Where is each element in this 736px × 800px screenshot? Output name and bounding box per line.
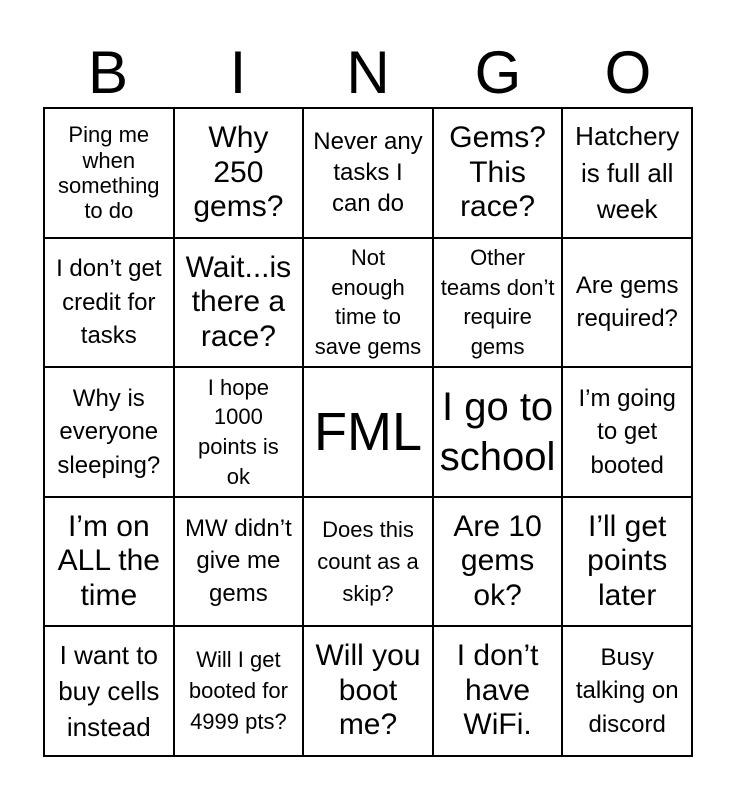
- bingo-cell-r4c5[interactable]: [562, 497, 692, 627]
- cell-text: Will I get booted for 4999 pts?: [188, 647, 288, 734]
- bingo-cell-r4c4[interactable]: [433, 497, 563, 627]
- header-letter-g: G: [474, 39, 522, 106]
- header-letter-o: O: [604, 39, 652, 106]
- cell-text: Why 250 gems?: [193, 121, 284, 224]
- cell-text: Never any tasks I can do: [313, 128, 423, 218]
- bingo-cell-r4c1[interactable]: [44, 497, 174, 627]
- cell-text: I don’t have WiFi.: [456, 639, 539, 742]
- cell-text: Other teams don’t require gems: [440, 245, 555, 360]
- bingo-cell-r2c1[interactable]: [44, 238, 174, 368]
- bingo-cell-r4c3[interactable]: [303, 497, 433, 627]
- bingo-cell-r2c5[interactable]: [562, 238, 692, 368]
- bingo-cell-r2c2[interactable]: [174, 238, 304, 368]
- cell-text: Ping me when something to do: [58, 122, 160, 224]
- bingo-cell-r2c3[interactable]: [303, 238, 433, 368]
- bingo-cell-r5c3[interactable]: [303, 626, 433, 756]
- header-letter-i: I: [229, 39, 247, 106]
- bingo-cell-r1c2[interactable]: [174, 108, 304, 238]
- cell-text: I’ll get points later: [587, 509, 668, 612]
- cell-text: I’m going to get booted: [578, 384, 676, 479]
- bingo-cell-r3c2[interactable]: [174, 367, 304, 497]
- bingo-cell-r5c5[interactable]: [562, 626, 692, 756]
- cell-text: MW didn’t give me gems: [185, 515, 292, 607]
- cell-text: Wait...is there a race?: [185, 250, 292, 353]
- cell-text: Are 10 gems ok?: [453, 509, 542, 612]
- bingo-header: [43, 38, 693, 108]
- cell-text: Busy talking on discord: [575, 643, 679, 738]
- cell-text: I hope 1000 points is ok: [198, 374, 279, 489]
- cell-text: Hatchery is full all week: [575, 121, 680, 224]
- bingo-cell-r3c1[interactable]: [44, 367, 174, 497]
- bingo-cell-r1c4[interactable]: [433, 108, 563, 238]
- bingo-cell-r2c4[interactable]: [433, 238, 563, 368]
- cell-text: Are gems required?: [575, 271, 679, 333]
- cell-text: Does this count as a skip?: [317, 516, 419, 606]
- cell-text: I want to buy cells instead: [58, 639, 160, 743]
- header-letter-n: N: [346, 39, 390, 106]
- bingo-cell-r1c5[interactable]: [562, 108, 692, 238]
- bingo-cell-r3c5[interactable]: [562, 367, 692, 497]
- bingo-cell-r4c2[interactable]: [174, 497, 304, 627]
- bingo-cell-r3c3[interactable]: [303, 367, 433, 497]
- cell-text: Will you boot me?: [315, 639, 421, 742]
- bingo-cell-r5c2[interactable]: [174, 626, 304, 756]
- cell-text: Why is everyone sleeping?: [57, 384, 161, 479]
- bingo-cell-r1c3[interactable]: [303, 108, 433, 238]
- bingo-cell-r1c1[interactable]: [44, 108, 174, 238]
- header-letter-b: B: [87, 39, 129, 106]
- bingo-cell-r5c1[interactable]: [44, 626, 174, 756]
- bingo-cell-r3c4[interactable]: [433, 367, 563, 497]
- cell-text: FML: [313, 401, 422, 462]
- cell-text: I go to school: [439, 384, 556, 479]
- cell-text: I don’t get credit for tasks: [56, 255, 162, 350]
- cell-text: I’m on ALL the time: [57, 509, 160, 612]
- bingo-board: [43, 107, 693, 757]
- cell-text: Not enough time to save gems: [314, 245, 422, 360]
- cell-text: Gems? This race?: [449, 121, 546, 224]
- bingo-cell-r5c4[interactable]: [433, 626, 563, 756]
